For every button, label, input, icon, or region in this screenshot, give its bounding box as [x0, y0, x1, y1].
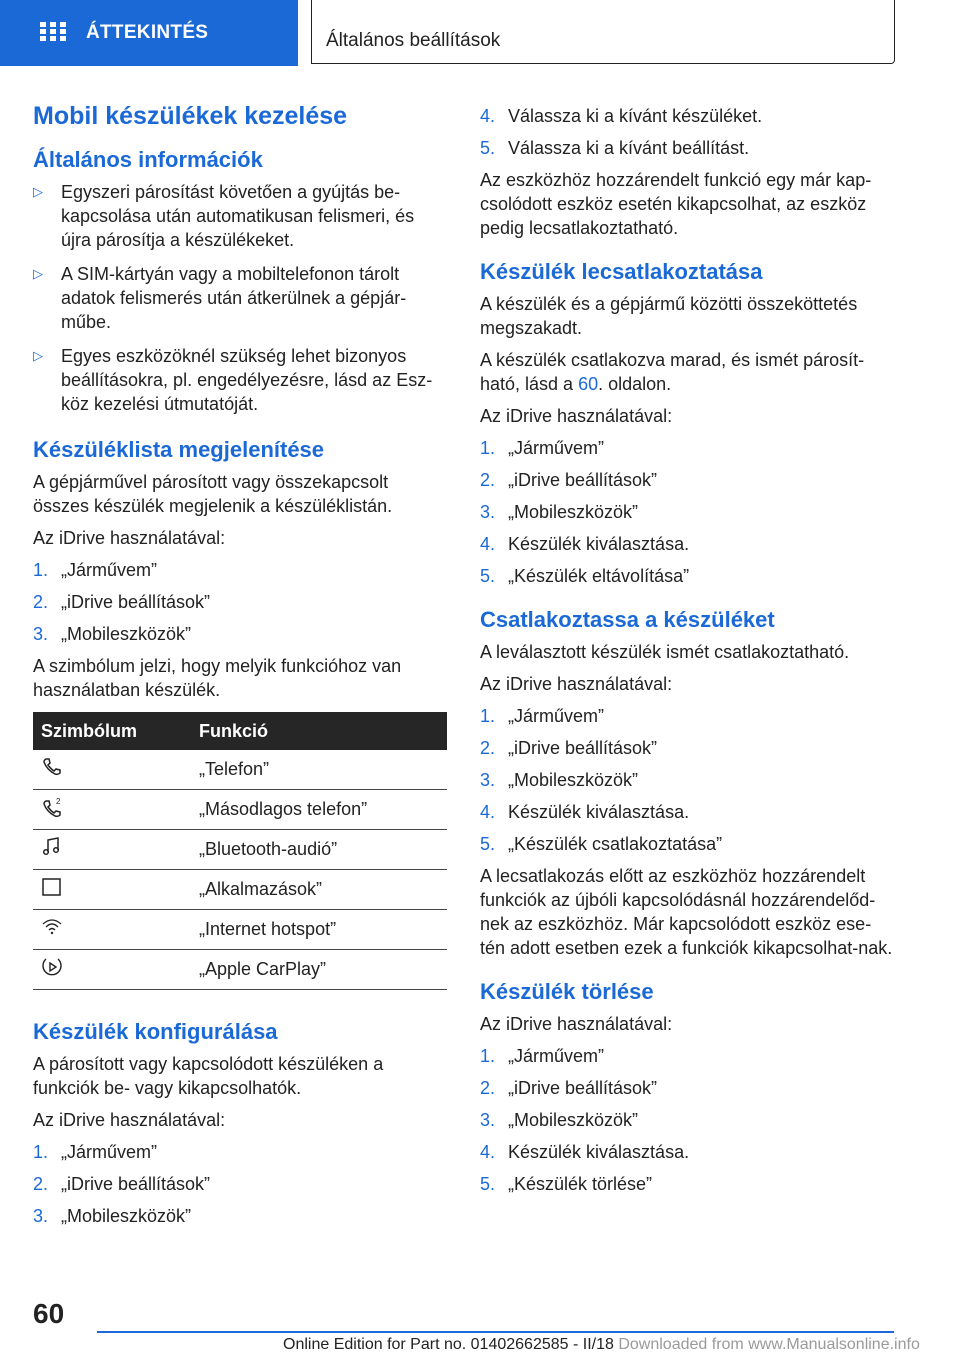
right-column [480, 104, 894, 1204]
function-label: „Apple CarPlay” [191, 950, 447, 990]
connect-note-text: A lecsatlakozás előtt az eszközhöz hozzárendelt funkciók az újbóli kapcsolódásnál hozzárendelőd-nek az eszközhöz. Már kapcsolódott eszköz ese-tén adott esetben ezek a funkciók kikapcsolhat-nak. [480, 866, 893, 958]
device-list-idrive-text: Az iDrive használatával: [33, 528, 226, 548]
list-item: 3. „Mobileszközök” [33, 1206, 192, 1226]
list-item: 1. „Járművem” [480, 438, 605, 458]
list-item: 3. „Mobileszközök” [480, 1110, 639, 1130]
page-number: 60 [33, 1298, 65, 1329]
list-item: 5. „Készülék csatlakoztatása” [480, 834, 723, 854]
list-item: 1. „Járművem” [33, 1142, 158, 1162]
function-label: „Alkalmazások” [191, 870, 447, 910]
page-link[interactable]: 60 [578, 374, 599, 394]
list-item: 1. „Járművem” [480, 706, 605, 726]
list-item: 3. „Mobileszközök” [480, 502, 639, 522]
delete-idrive-text: Az iDrive használatával: [480, 1014, 673, 1034]
device-config-heading: Készülék konfigurálása [33, 1019, 278, 1044]
device-config-steps-continued [480, 104, 894, 160]
list-item: ▷ Egyszeri párosítást követően a gyújtás be-kapcsolása után automatikusan felismeri, és újra párosítja a készülékeket. [33, 182, 415, 250]
section-tab-label: Általános beállítások [326, 30, 501, 51]
device-config-idrive-text: Az iDrive használatával: [33, 1110, 226, 1130]
apps-square-icon [41, 876, 63, 898]
grid-menu-icon [40, 22, 66, 44]
disconnect-heading: Készülék lecsatlakoztatása [480, 259, 763, 284]
list-item: ▷ Egyes eszközöknél szükség lehet bizonyos beállításokra, pl. engedélyezésre, lásd az Esz-köz kezelési útmutatóját. [33, 346, 433, 414]
list-item: 2. „iDrive beállítások” [480, 1078, 658, 1098]
table-row [33, 950, 447, 990]
function-label: „Telefon” [191, 750, 447, 790]
table-row [33, 750, 447, 790]
device-config-text: A párosított vagy kapcsolódott készüléken a funkciók be- vagy kikapcsolhatók. [33, 1054, 384, 1098]
table-header-function: Funkció [191, 712, 447, 750]
music-note-icon [41, 836, 63, 858]
svg-text:2: 2 [56, 797, 61, 806]
table-header-symbol: Szimbólum [33, 712, 191, 750]
table-row [33, 830, 447, 870]
phone-secondary-icon [41, 796, 63, 818]
list-item: 5. „Készülék törlése” [480, 1174, 653, 1194]
table-row [33, 910, 447, 950]
list-item: 2. „iDrive beállítások” [480, 470, 658, 490]
list-item: 3. „Mobileszközök” [480, 770, 639, 790]
left-column [33, 100, 447, 1236]
function-label: „Bluetooth-audió” [191, 830, 447, 870]
general-info-list [33, 180, 447, 416]
symbol-table [33, 712, 447, 990]
list-item: 2. „iDrive beállítások” [33, 592, 211, 612]
footer-watermark: Downloaded from www.Manualsonline.info [618, 1336, 920, 1353]
table-row [33, 790, 447, 830]
list-item: 1. „Járművem” [33, 560, 158, 580]
list-item: ▷ A SIM-kártyán vagy a mobiltelefonon tárolt adatok felismerés után átkerülnek a gépjár-műbe. [33, 264, 407, 332]
page-title: Mobil készülékek kezelése [33, 102, 348, 130]
overview-tab-label: ÁTTEKINTÉS [86, 22, 209, 43]
function-label: „Másodlagos telefon” [191, 790, 447, 830]
triangle-bullet-icon: ▷ [33, 348, 43, 363]
disconnect-pair-text: A készülék csatlakozva marad, és ismét párosít-ható, lásd a 60. oldalon. [480, 350, 865, 394]
list-item: 4. Válassza ki a kívánt készüléket. [480, 106, 763, 126]
delete-steps [480, 1044, 894, 1196]
list-item: 1. „Járművem” [480, 1046, 605, 1066]
list-item: 2. „iDrive beállítások” [480, 738, 658, 758]
symbol-intro-text: A szimbólum jelzi, hogy melyik funkcióhoz van használatban készülék. [33, 656, 402, 700]
device-list-steps [33, 558, 447, 646]
overview-tab[interactable] [0, 0, 298, 66]
disconnect-steps [480, 436, 894, 588]
list-item: 2. „iDrive beállítások” [33, 1174, 211, 1194]
table-row [33, 870, 447, 910]
list-item: 5. Válassza ki a kívánt beállítást. [480, 138, 750, 158]
triangle-bullet-icon: ▷ [33, 266, 43, 281]
triangle-bullet-icon: ▷ [33, 184, 43, 199]
footer-edition: Online Edition for Part no. 01402662585 - II/18 Downloaded from www.Manualsonline.info [283, 1336, 920, 1353]
wifi-hotspot-icon [41, 916, 63, 938]
top-navigation [0, 0, 960, 66]
device-list-heading: Készüléklista megjelenítése [33, 437, 325, 462]
phone-icon [41, 756, 63, 778]
list-item: 3. „Mobileszközök” [33, 624, 192, 644]
list-item: 5. „Készülék eltávolítása” [480, 566, 690, 586]
delete-heading: Készülék törlése [480, 979, 654, 1004]
function-label: „Internet hotspot” [191, 910, 447, 950]
device-list-text: A gépjárművel párosított vagy összekapcsolt összes készülék megjelenik a készüléklistán. [33, 472, 393, 516]
connect-heading: Csatlakoztassa a készüléket [480, 607, 775, 632]
connect-steps [480, 704, 894, 856]
connect-idrive-text: Az iDrive használatával: [480, 674, 673, 694]
connect-text: A leválasztott készülék ismét csatlakoztatható. [480, 642, 850, 662]
list-item: 4. Készülék kiválasztása. [480, 534, 690, 554]
disconnect-idrive-text: Az iDrive használatával: [480, 406, 673, 426]
table-header-row [33, 712, 447, 750]
list-item: 4. Készülék kiválasztása. [480, 802, 690, 822]
list-item: 4. Készülék kiválasztása. [480, 1142, 690, 1162]
carplay-play-icon [41, 956, 63, 978]
section-tab[interactable] [311, 0, 895, 64]
general-info-heading: Általános információk [33, 147, 263, 172]
disconnect-text: A készülék és a gépjármű közötti összeköttetés megszakadt. [480, 294, 858, 338]
footer-divider [97, 1331, 894, 1333]
config-note-text: Az eszközhöz hozzárendelt funkció egy már kap-csolódott eszköz esetén kikapcsolhat, az eszköz pedig lecsatlakoztatható. [480, 170, 872, 238]
device-config-steps [33, 1140, 447, 1228]
